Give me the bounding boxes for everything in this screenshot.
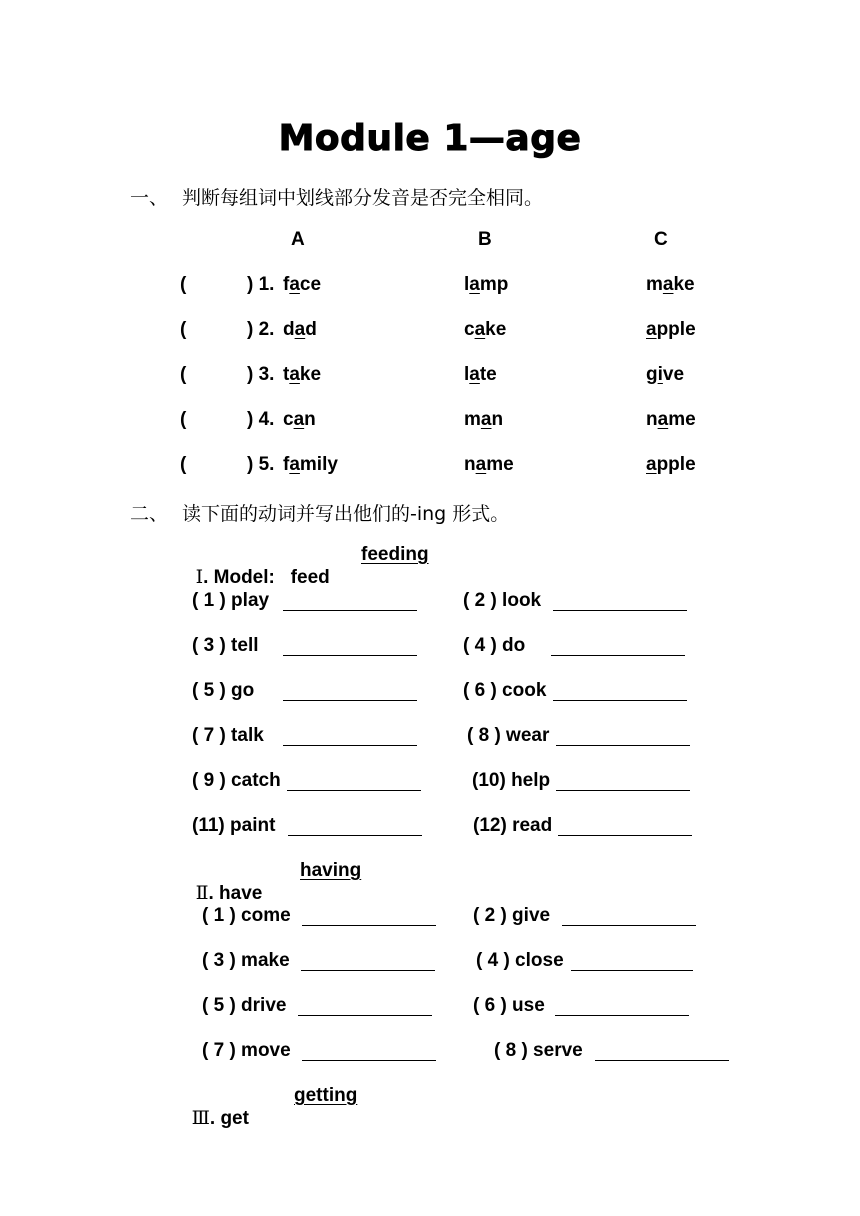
exercise-row — [0, 905, 860, 935]
section-1-heading — [130, 183, 543, 210]
answer-paren-open: ( — [180, 454, 187, 475]
word-b: name — [464, 454, 514, 475]
exercise-row — [0, 815, 860, 845]
answer-line[interactable] — [556, 770, 690, 791]
exercise-label: ( 8 ) wear — [467, 725, 550, 746]
answer-paren-close: ) 2. — [247, 319, 280, 340]
answer-line[interactable] — [288, 815, 422, 836]
word-c: make — [646, 274, 695, 295]
word-c: apple — [646, 319, 696, 340]
part-1-model — [185, 544, 330, 589]
answer-paren-open: ( — [180, 364, 187, 385]
answer-paren-close: ) 4. — [247, 409, 280, 430]
exercise-label: ( 2 ) look — [463, 590, 542, 611]
word-c: apple — [646, 454, 696, 475]
answer-paren-open: ( — [180, 409, 187, 430]
part-1-label: . Model: feed — [203, 567, 330, 588]
answer-blank[interactable] — [192, 274, 244, 296]
exercise-label: ( 7 ) talk — [192, 725, 264, 746]
answer-paren-open: ( — [180, 319, 187, 340]
exercise-label: ( 7 ) move — [202, 1040, 291, 1061]
exercise-label: (10) help — [472, 770, 551, 791]
exercise-row — [0, 995, 860, 1025]
exercise-label: ( 3 ) make — [202, 950, 290, 971]
exercise-label: ( 1 ) come — [202, 905, 291, 926]
part-3-label: . get — [209, 1108, 249, 1129]
column-header-a: A — [291, 229, 305, 250]
word-a: dad — [283, 319, 317, 340]
question-row — [0, 364, 860, 394]
question-row — [0, 454, 860, 484]
section-1-number: 一、 — [130, 187, 169, 209]
exercise-label: ( 5 ) go — [192, 680, 255, 701]
part-3-model — [181, 1085, 249, 1130]
word-b: lamp — [464, 274, 509, 295]
question-row — [0, 409, 860, 439]
column-header-c: C — [654, 229, 668, 250]
part-2-example: having — [300, 860, 362, 881]
section-1-instruction: 判断每组词中划线部分发音是否完全相同。 — [182, 187, 544, 209]
part-3-example: getting — [294, 1085, 358, 1106]
word-a: can — [283, 409, 316, 430]
answer-line[interactable] — [302, 905, 436, 926]
part-2-numeral: Ⅱ — [195, 882, 209, 904]
exercise-label: ( 4 ) do — [463, 635, 526, 656]
answer-line[interactable] — [558, 815, 692, 836]
word-a: take — [283, 364, 322, 385]
answer-blank[interactable] — [192, 364, 244, 386]
exercise-row — [0, 725, 860, 755]
answer-line[interactable] — [287, 770, 421, 791]
exercise-label: ( 2 ) give — [473, 905, 551, 926]
answer-blank[interactable] — [192, 454, 244, 476]
answer-line[interactable] — [553, 590, 687, 611]
exercise-label: ( 8 ) serve — [494, 1040, 583, 1061]
exercise-label: ( 6 ) use — [473, 995, 545, 1016]
word-a: face — [283, 274, 322, 295]
column-header-b: B — [478, 229, 492, 250]
answer-line[interactable] — [562, 905, 696, 926]
answer-line[interactable] — [556, 725, 690, 746]
exercise-row — [0, 950, 860, 980]
answer-line[interactable] — [283, 680, 417, 701]
answer-line[interactable] — [553, 680, 687, 701]
section-2-instruction: 读下面的动词并写出他们的-ing 形式。 — [182, 503, 510, 525]
answer-line[interactable] — [283, 635, 417, 656]
exercise-label: ( 1 ) play — [192, 590, 270, 611]
word-a: family — [283, 454, 338, 475]
answer-line[interactable] — [283, 590, 417, 611]
answer-line[interactable] — [301, 950, 435, 971]
word-c: give — [646, 364, 685, 385]
exercise-row — [0, 1040, 860, 1070]
exercise-label: (11) paint — [192, 815, 276, 836]
answer-paren-close: ) 3. — [247, 364, 280, 385]
answer-line[interactable] — [571, 950, 693, 971]
part-2-label: . have — [208, 883, 263, 904]
answer-paren-open: ( — [180, 274, 187, 295]
question-row — [0, 274, 860, 304]
answer-line[interactable] — [555, 995, 689, 1016]
exercise-label: ( 3 ) tell — [192, 635, 259, 656]
word-b: late — [464, 364, 497, 385]
answer-line[interactable] — [302, 1040, 436, 1061]
answer-line[interactable] — [283, 725, 417, 746]
word-b: cake — [464, 319, 507, 340]
part-2-model — [185, 860, 262, 905]
exercise-row — [0, 680, 860, 710]
exercise-row — [0, 770, 860, 800]
answer-blank[interactable] — [192, 409, 244, 431]
part-1-example: feeding — [361, 544, 429, 565]
exercise-label: ( 5 ) drive — [202, 995, 287, 1016]
exercise-label: ( 6 ) cook — [463, 680, 547, 701]
answer-line[interactable] — [298, 995, 432, 1016]
question-row — [0, 319, 860, 349]
exercise-label: ( 4 ) close — [476, 950, 564, 971]
answer-blank[interactable] — [192, 319, 244, 341]
word-b: man — [464, 409, 504, 430]
section-2-number: 二、 — [130, 503, 169, 525]
exercise-row — [0, 635, 860, 665]
exercise-label: (12) read — [473, 815, 553, 836]
page-title: Module 1—age — [278, 118, 582, 159]
part-3-numeral: Ⅲ — [191, 1107, 210, 1129]
answer-paren-close: ) 5. — [247, 454, 280, 475]
word-c: name — [646, 409, 696, 430]
answer-paren-close: ) 1. — [247, 274, 280, 295]
exercise-label: ( 9 ) catch — [192, 770, 281, 791]
part-1-numeral: Ⅰ — [195, 566, 204, 588]
section-2-heading — [130, 499, 509, 526]
answer-line[interactable] — [551, 635, 685, 656]
exercise-row — [0, 590, 860, 620]
answer-line[interactable] — [595, 1040, 729, 1061]
